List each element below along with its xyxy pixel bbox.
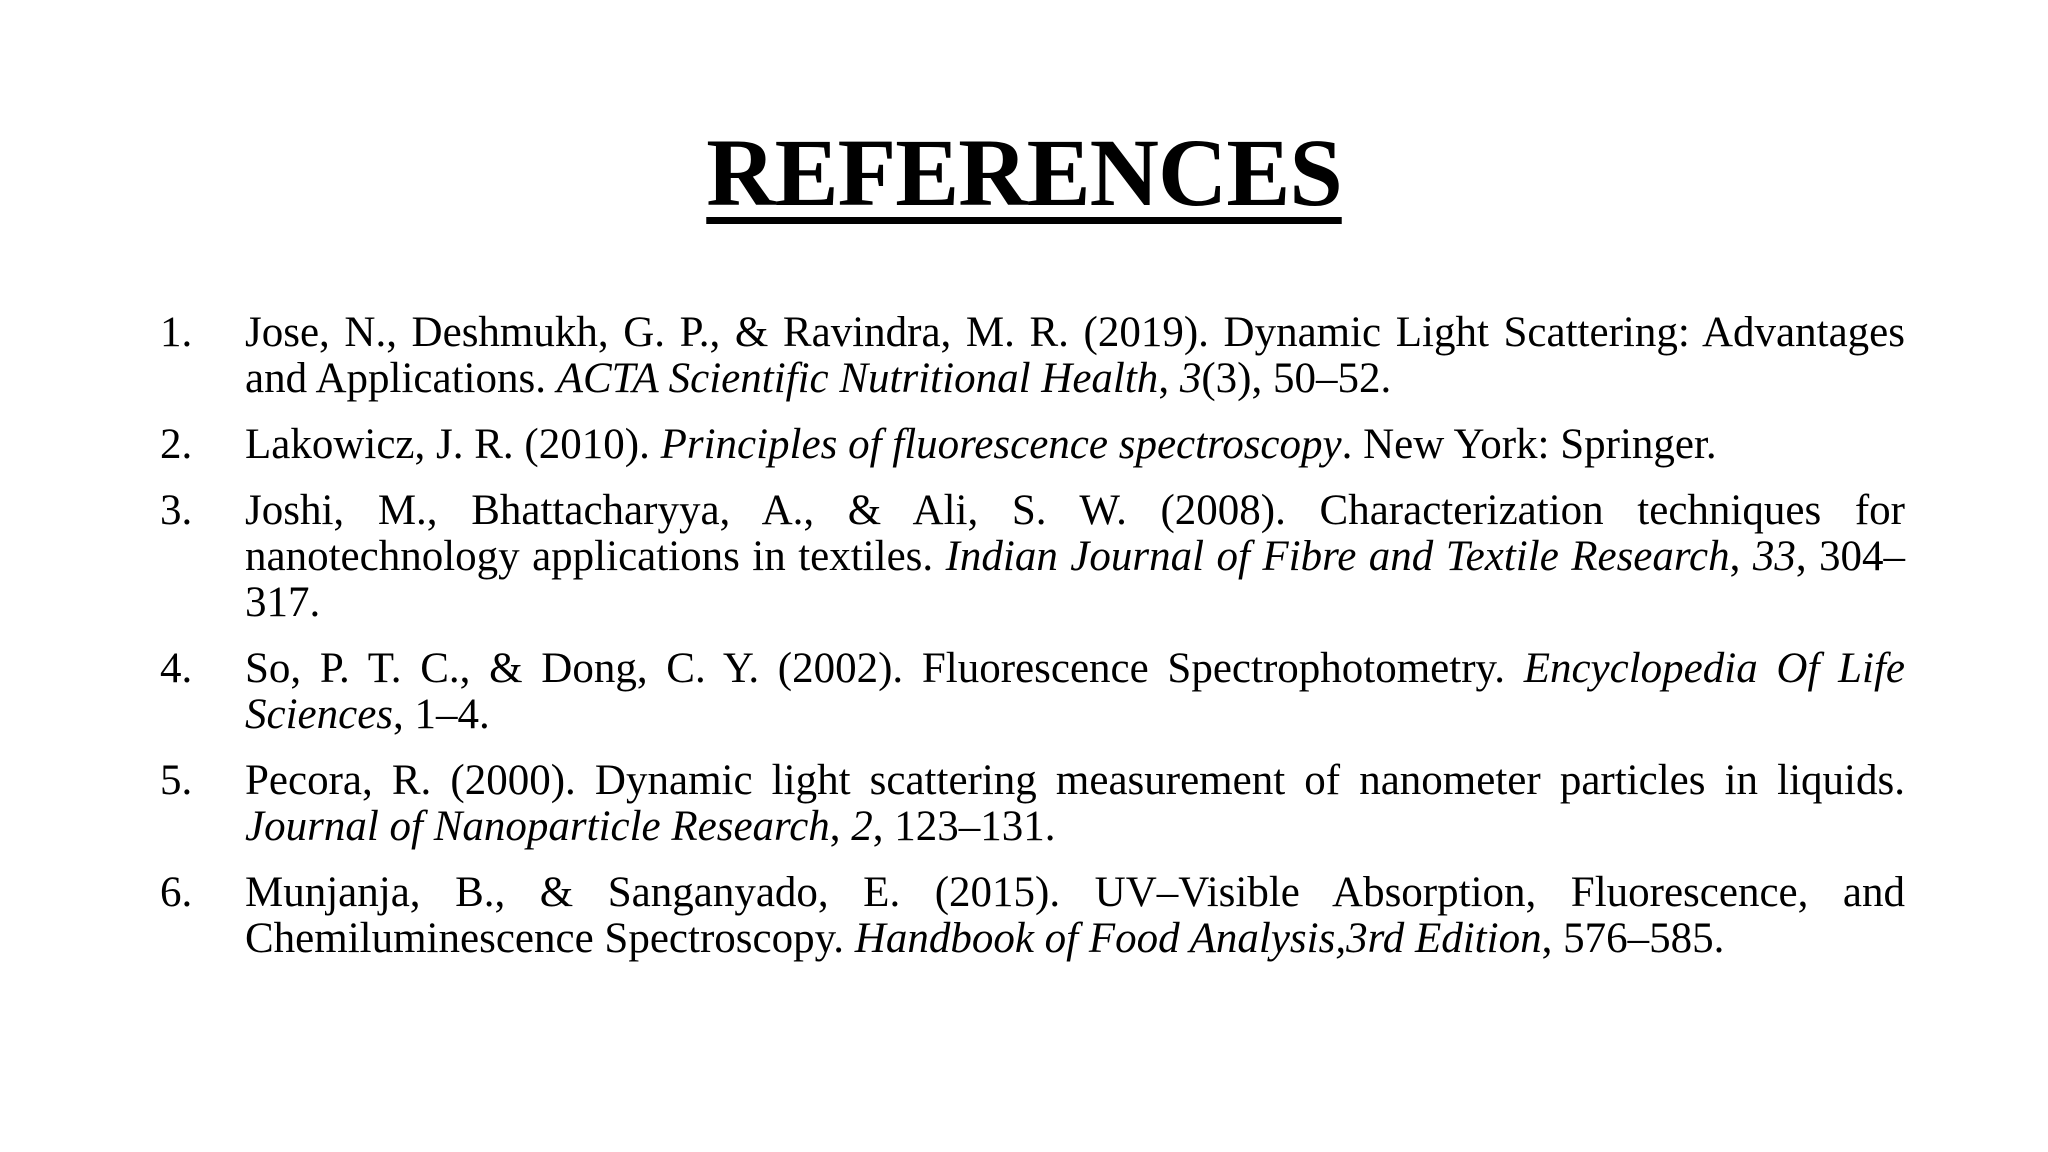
reference-part: (3), 50–52. (1201, 355, 1392, 402)
reference-item (160, 870, 1905, 962)
page-title (0, 118, 2048, 228)
reference-text (245, 309, 1905, 402)
reference-number: 5. (160, 757, 193, 804)
page-title-text: REFERENCES (706, 119, 1342, 226)
reference-part: , (829, 803, 852, 850)
reference-italic-part: 33 (1752, 533, 1796, 580)
reference-item (160, 646, 1905, 738)
reference-italic-part: 2 (851, 803, 873, 850)
reference-list (160, 310, 1905, 982)
reference-number: 2. (160, 421, 193, 468)
reference-number: 4. (160, 645, 193, 692)
reference-item (160, 310, 1905, 402)
reference-italic-part: Handbook of Food Analysis,3rd Edition (854, 915, 1542, 962)
reference-text (245, 421, 1717, 468)
reference-part: Lakowicz, J. R. (2010). (245, 421, 661, 468)
reference-part: Jose, N., Deshmukh, G. P., & Ravindra, M. R. (2019). Dynamic Light Scattering: Advantages and Applications. (245, 309, 1905, 402)
reference-number: 6. (160, 869, 193, 916)
reference-italic-part: Journal of Nanoparticle Research (245, 803, 830, 850)
reference-part: . New York: Springer. (1341, 421, 1717, 468)
reference-italic-part: 3 (1179, 355, 1202, 402)
reference-italic-part: Principles of fluorescence spectroscopy (660, 421, 1342, 468)
reference-part: , 304–317. (245, 533, 1906, 626)
reference-part: , (1729, 533, 1753, 580)
reference-item (160, 758, 1905, 850)
reference-text (245, 869, 1905, 962)
reference-text (245, 645, 1905, 738)
reference-part: Pecora, R. (2000). Dynamic light scattering measurement of nanometer particles in liquids. (245, 757, 1905, 804)
reference-italic-part: ACTA Scientific Nutritional Health (556, 355, 1159, 402)
reference-part: , 576–585. (1541, 915, 1725, 962)
reference-part: So, P. T. C., & Dong, C. Y. (2002). Fluorescence Spectrophotometry. (245, 645, 1524, 692)
reference-number: 1. (160, 309, 193, 356)
reference-part: , (1158, 355, 1180, 402)
reference-text (245, 487, 1905, 626)
reference-italic-part: Indian Journal of Fibre and Textile Research (945, 533, 1730, 580)
reference-item (160, 422, 1905, 468)
reference-item (160, 488, 1905, 626)
reference-part: , 1–4. (393, 691, 490, 738)
reference-italic-part: Encyclopedia Of Life Sciences (245, 645, 1905, 738)
reference-part: , 123–131. (872, 803, 1056, 850)
reference-text (245, 757, 1905, 850)
reference-part: Munjanja, B., & Sanganyado, E. (2015). UV–Visible Absorption, Fluorescence, and Chemiluminescence Spectroscopy. (245, 869, 1905, 962)
reference-number: 3. (160, 487, 193, 534)
reference-part: Joshi, M., Bhattacharyya, A., & Ali, S. W. (2008). Characterization techniques for nanotechnology applications in textiles. (245, 487, 1905, 580)
